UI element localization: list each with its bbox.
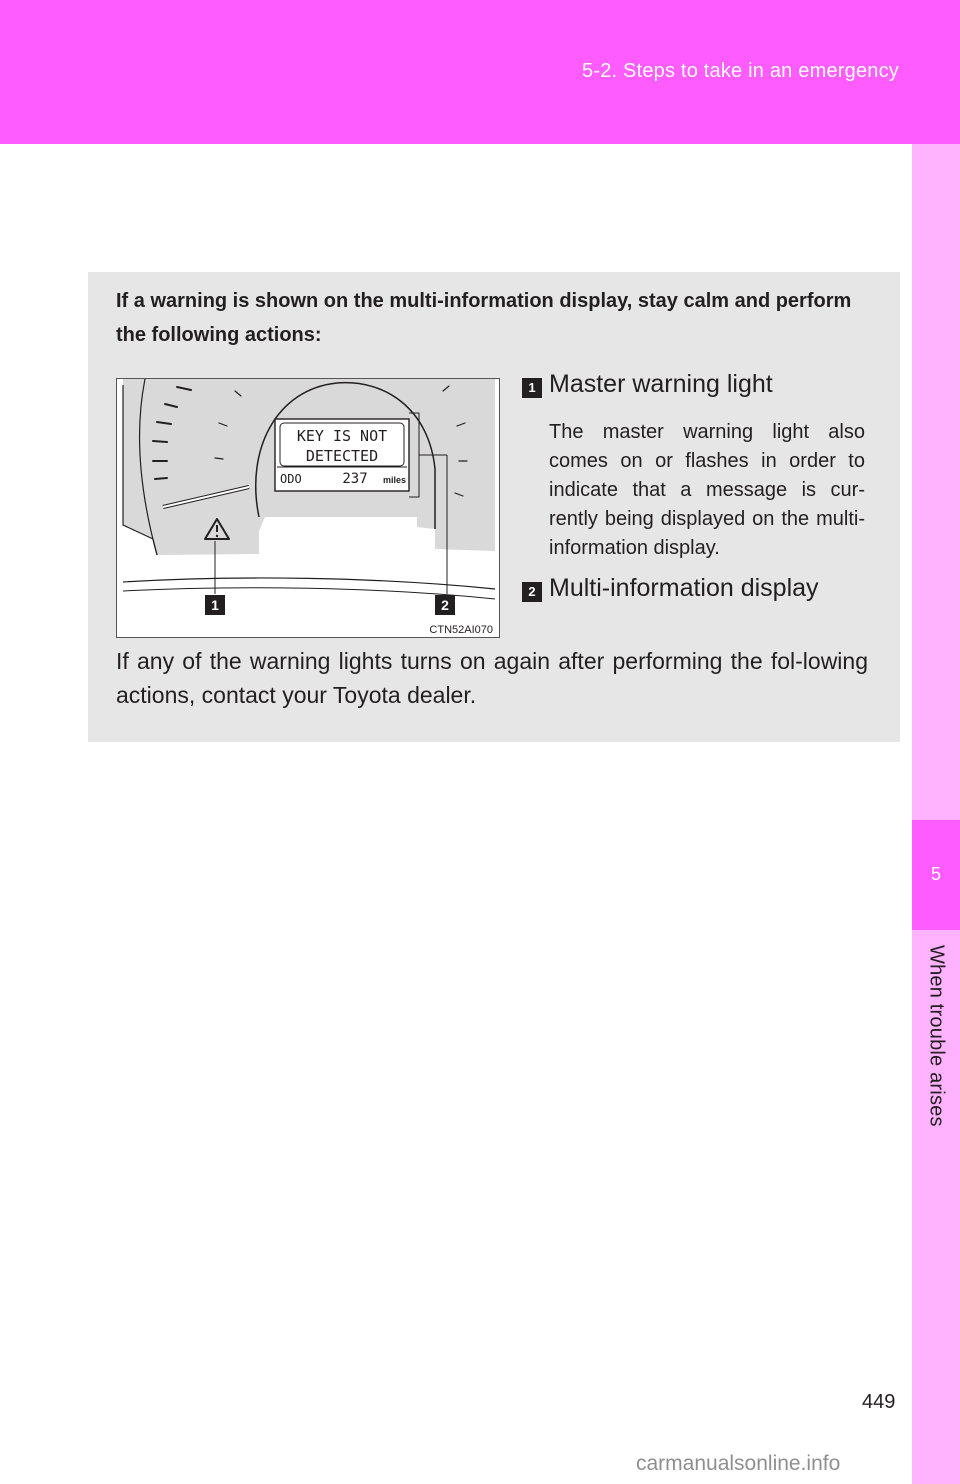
outro-text: If any of the warning lights turns on again after performing the fol-lowing actions, contact your Toyota dealer. (116, 648, 868, 708)
odometer-label: ODO (280, 472, 302, 486)
chapter-label: When trouble arises (925, 945, 948, 1127)
instrument-cluster-figure (116, 378, 500, 638)
callout-2: 2 (441, 597, 449, 613)
display-message-line1: KEY IS NOT (296, 427, 388, 445)
figure-code: CTN52AI070 (429, 624, 493, 636)
item-title: Multi-information display (549, 574, 819, 602)
item-description: The master warning light also comes on or flashes in order to indicate that a message is cur-rently being displayed on the multi-information display. (549, 421, 865, 559)
intro-text: If a warning is shown on the multi-information display, stay calm and perform the following actions: (116, 290, 852, 346)
watermark: carmanualsonline.info (636, 1452, 841, 1475)
item-title: Master warning light (549, 370, 773, 398)
section-title: 5-2. Steps to take in an emergency (582, 60, 899, 82)
odometer-value: 237 (342, 471, 368, 487)
chapter-sidebar (912, 144, 960, 1484)
odometer-unit: miles (383, 475, 407, 485)
chapter-number: 5 (930, 864, 941, 884)
item-number-badge: 2 (522, 582, 542, 602)
display-message-line2: DETECTED (305, 447, 379, 465)
page-number: 449 (862, 1391, 896, 1413)
item-number-badge: 1 (522, 378, 542, 398)
callout-1: 1 (211, 597, 219, 613)
